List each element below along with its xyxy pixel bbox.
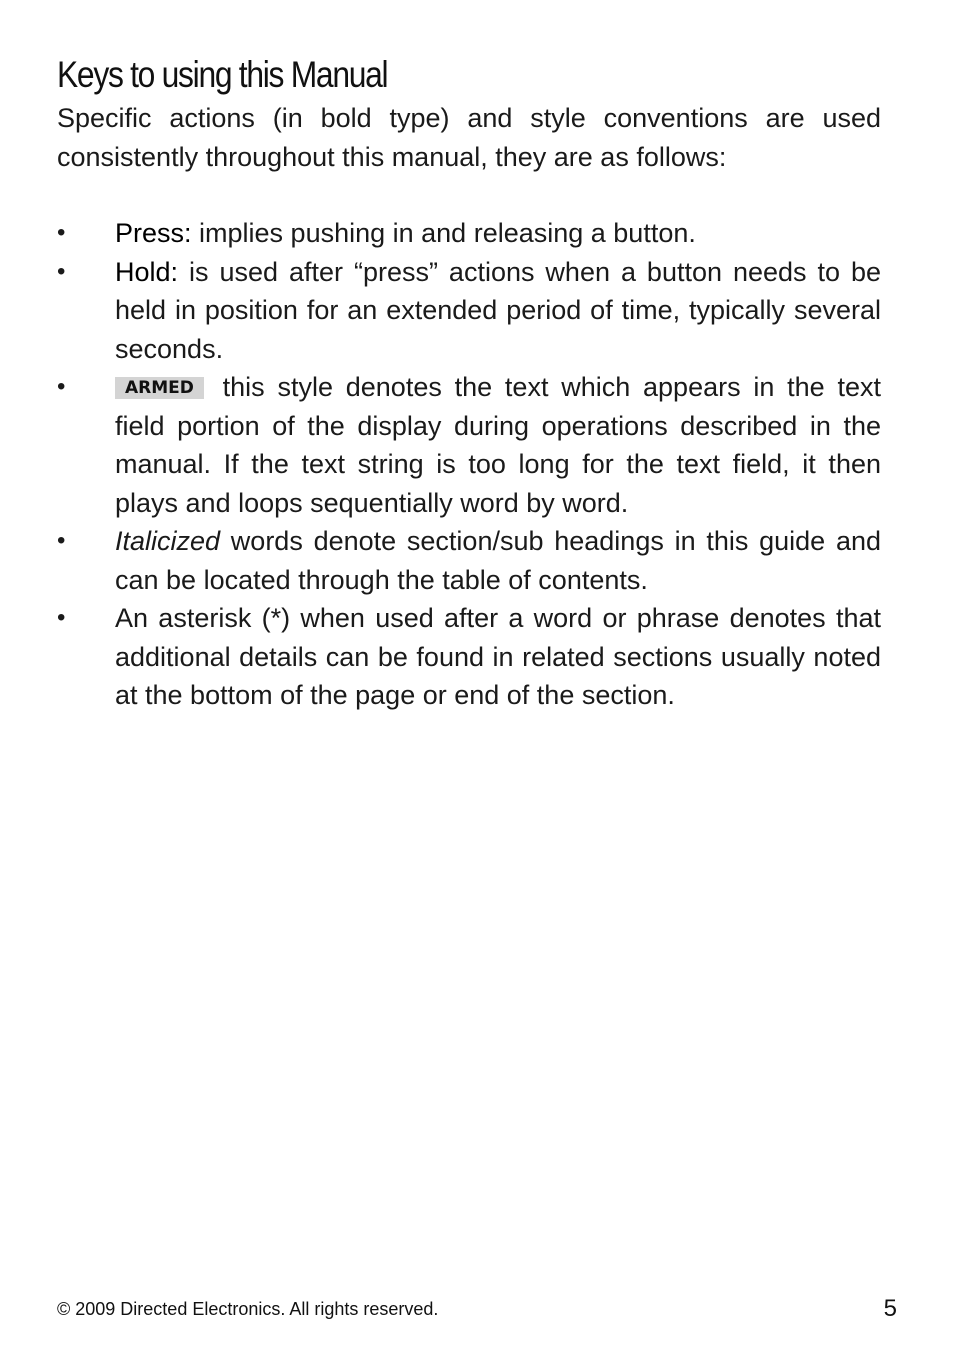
list-item-hold xyxy=(57,253,881,369)
list-item-italicized xyxy=(57,522,881,599)
footer-copyright: © 2009 Directed Electronics. All rights reserved. xyxy=(57,1299,439,1319)
term-press: Press: xyxy=(115,218,192,248)
term-italicized: Italicized xyxy=(115,526,221,556)
bullet-icon: • xyxy=(57,219,66,246)
armed-display-badge: ARMED xyxy=(115,377,204,399)
list-item-armed xyxy=(57,368,881,522)
description-press: implies pushing in and releasing a button. xyxy=(191,218,696,248)
page-title: Keys to using this Manual xyxy=(57,54,388,95)
bullet-icon: • xyxy=(57,604,66,631)
list-item-press xyxy=(57,214,881,253)
bullet-icon: • xyxy=(57,373,66,400)
page-number: 5 xyxy=(883,1295,897,1322)
bullet-icon: • xyxy=(57,527,66,554)
bullet-icon: • xyxy=(57,257,66,285)
conventions-list xyxy=(57,214,881,715)
description-armed: this style denotes the text which appears in the text field portion of the display during operations described in the manual. If the text string is too long for the text field, it then plays and loops sequentially word by word. xyxy=(115,372,881,518)
description-italicized: words denote section/sub headings in this guide and can be located through the table of contents. xyxy=(115,526,881,595)
intro-paragraph: Specific actions (in bold type) and style conventions are used consistently throughout this manual, they are as follows: xyxy=(57,103,881,172)
description-hold: is used after “press” actions when a button needs to be held in position for an extended period of time, typically several seconds. xyxy=(115,256,881,364)
description-asterisk: An asterisk (*) when used after a word or phrase denotes that additional details can be found in related sections usually noted at the bottom of the page or end of the section. xyxy=(115,603,881,710)
list-item-asterisk xyxy=(57,599,881,715)
term-hold: Hold: xyxy=(115,256,179,287)
